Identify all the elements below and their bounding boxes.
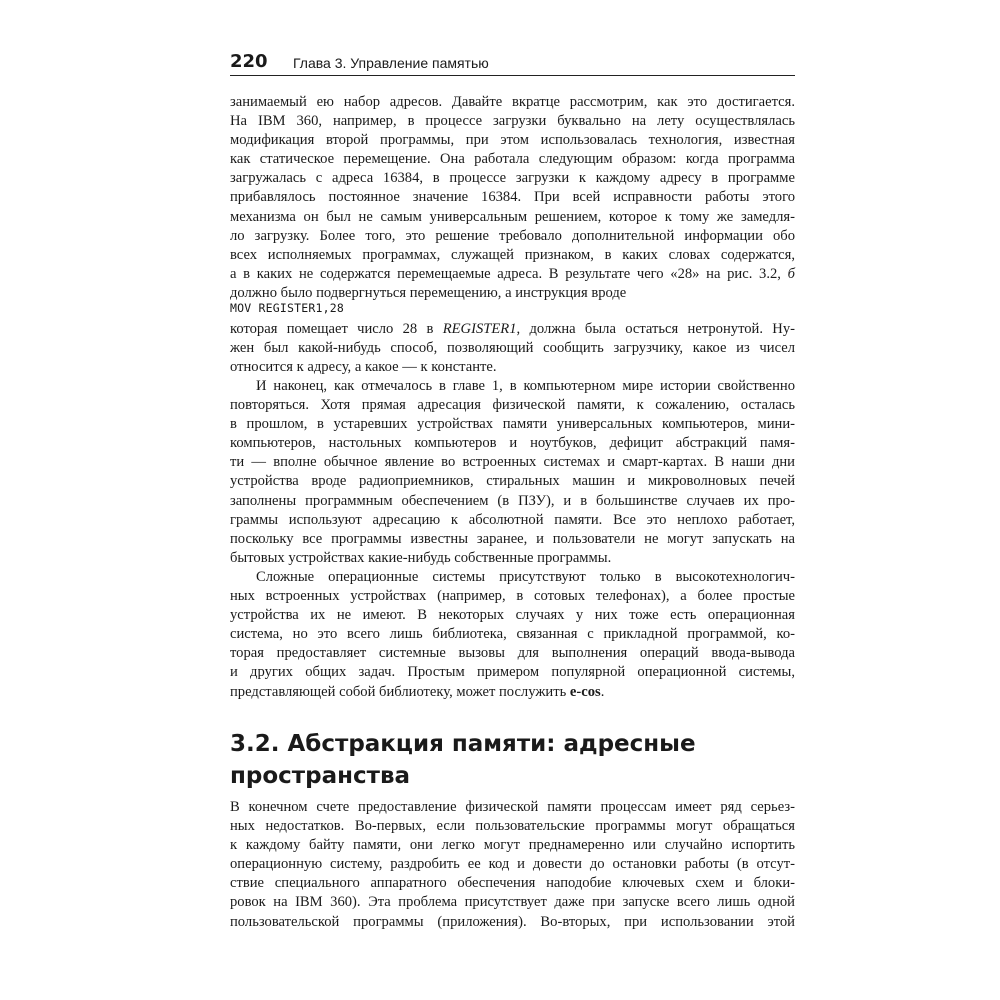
text-line: всех исполняемых программах, служащей признаком, в каких словах содержатся, bbox=[230, 246, 795, 263]
text-line-part: , должна была остаться нетронутой. Ну- bbox=[516, 321, 796, 337]
text-line: ровок на IBM 360). Эта проблема присутствует даже при запуске всего лишь одной bbox=[230, 894, 795, 911]
text-line: относится к адресу, а какое — к константе. bbox=[230, 359, 497, 376]
os-name-bold: e-cos bbox=[569, 683, 601, 700]
text-line: в прошлом, в устаревших устройствах памяти универсальных компьютеров, мини- bbox=[230, 416, 795, 433]
text-line: механизма он был не самым универсальным решением, которое к тому же замедля- bbox=[230, 208, 795, 225]
text-line: бытовых устройствах какие-нибудь собственные программы. bbox=[230, 549, 612, 566]
text-line: граммы используют адресацию к абсолютной памяти. Все это неплохо работает, bbox=[230, 511, 795, 528]
text-line: к каждому байту памяти, они легко могут преднамеренно или случайно испортить bbox=[230, 837, 795, 854]
text-line-part: а в каких не содержатся перемещаемые адреса. В результате чего «28» на рис. 3.2, bbox=[230, 265, 781, 282]
text-line: Сложные операционные системы присутствуют только в высокотехнологич- bbox=[256, 569, 795, 585]
text-line: ствие специального аппаратного обеспечения наподобие ключевых схем и блоки- bbox=[230, 875, 795, 892]
text-line: поскольку все программы известны заранее, и пользователи не могут запускать на bbox=[230, 530, 795, 547]
text-line: заполнены программным обеспечением (в ПЗУ), и в большинстве случаев их про- bbox=[230, 492, 795, 509]
text-line: устройства вроде радиоприемников, стиральных машин и микроволновых печей bbox=[230, 473, 795, 490]
text-line: система, но это всего лишь библиотека, связанная с прикладной программой, ко- bbox=[230, 626, 795, 643]
text-line bbox=[230, 320, 795, 339]
text-line bbox=[230, 265, 795, 284]
text-line: загружалась с адреса 16384, в процессе загрузки к каждому адресу в программе bbox=[230, 170, 795, 187]
text-line: модификация второй программы, при этом использовалась технология, известная bbox=[230, 132, 795, 149]
text-line: устройства их не имеют. В некоторых случаях у них тоже есть операционная bbox=[230, 607, 795, 624]
running-title: Глава 3. Управление памятью bbox=[293, 55, 489, 71]
paragraph-4 bbox=[230, 568, 795, 702]
text-line bbox=[230, 683, 795, 702]
paragraph-1 bbox=[230, 93, 795, 303]
text-line: повторяться. Хотя прямая адресация физической памяти, к сожалению, осталась bbox=[230, 397, 795, 414]
text-line: пользовательской программы (приложения). Во-вторых, при использовании этой bbox=[230, 913, 795, 930]
text-line: торая предоставляет системные вызовы для выполнения операций ввода-вывода bbox=[230, 645, 795, 662]
text-line-part: . bbox=[600, 683, 605, 700]
text-line: занимаемый ею набор адресов. Давайте вкратце рассмотрим, как это достигается. bbox=[230, 94, 795, 110]
text-line: ти — вполне обычное явление во встроенных системах и смарт-картах. В наши дни bbox=[230, 454, 795, 471]
paragraph-3 bbox=[230, 377, 795, 568]
text-line: прибавлялось постоянное значение 16384. При всей исправности работы этого bbox=[230, 189, 795, 206]
text-line-part: представляющей собой библиотеку, может послужить bbox=[230, 683, 570, 700]
section-heading-line: 3.2. Абстракция памяти: адресные bbox=[230, 731, 696, 757]
figure-ref-italic: б bbox=[787, 265, 795, 282]
code-snippet: MOV REGISTER1,28 bbox=[230, 301, 344, 315]
paragraph-5 bbox=[230, 798, 795, 932]
text-line: компьютеров, настольных компьютеров и ноутбуков, дефицит абстракций памя- bbox=[230, 435, 795, 452]
section-heading bbox=[230, 728, 795, 792]
text-line: операционную систему, раздробить ее код и довести до остановки работы (в отсут- bbox=[230, 856, 795, 873]
book-page bbox=[230, 0, 795, 1000]
text-line: ных недостатков. Во-первых, если пользовательские программы могут обращаться bbox=[230, 818, 795, 835]
text-line-part: которая помещает число 28 в bbox=[230, 321, 443, 337]
text-line: ло загрузку. Более того, это решение требовало дополнительной информации обо bbox=[230, 227, 795, 244]
text-line: ных встроенных устройствах (например, в сотовых телефонах), а более простые bbox=[230, 588, 795, 605]
text-line: жен был какой-нибудь способ, позволяющий сообщить загрузчику, какое из чисел bbox=[230, 340, 795, 357]
text-line: И наконец, как отмечалось в главе 1, в компьютерном мире истории свойственно bbox=[256, 378, 795, 394]
header-rule bbox=[230, 75, 795, 76]
text-line: должно было подвергнуться перемещению, а инструкция вроде bbox=[230, 284, 627, 301]
text-line: и других общих задач. Простым примером популярной операционной системы, bbox=[230, 664, 795, 681]
section-heading-line: пространства bbox=[230, 763, 411, 789]
page-number: 220 bbox=[230, 51, 268, 72]
text-line: На IBM 360, например, в процессе загрузки буквально на лету осуществлялась bbox=[230, 113, 795, 130]
text-line: В конечном счете предоставление физической памяти процессам имеет ряд серьез- bbox=[230, 799, 795, 815]
paragraph-2 bbox=[230, 320, 795, 377]
text-line: как статическое перемещение. Она работала следующим образом: когда программа bbox=[230, 151, 795, 168]
page-header bbox=[230, 52, 795, 74]
register-name-italic: REGISTER1 bbox=[442, 321, 517, 337]
